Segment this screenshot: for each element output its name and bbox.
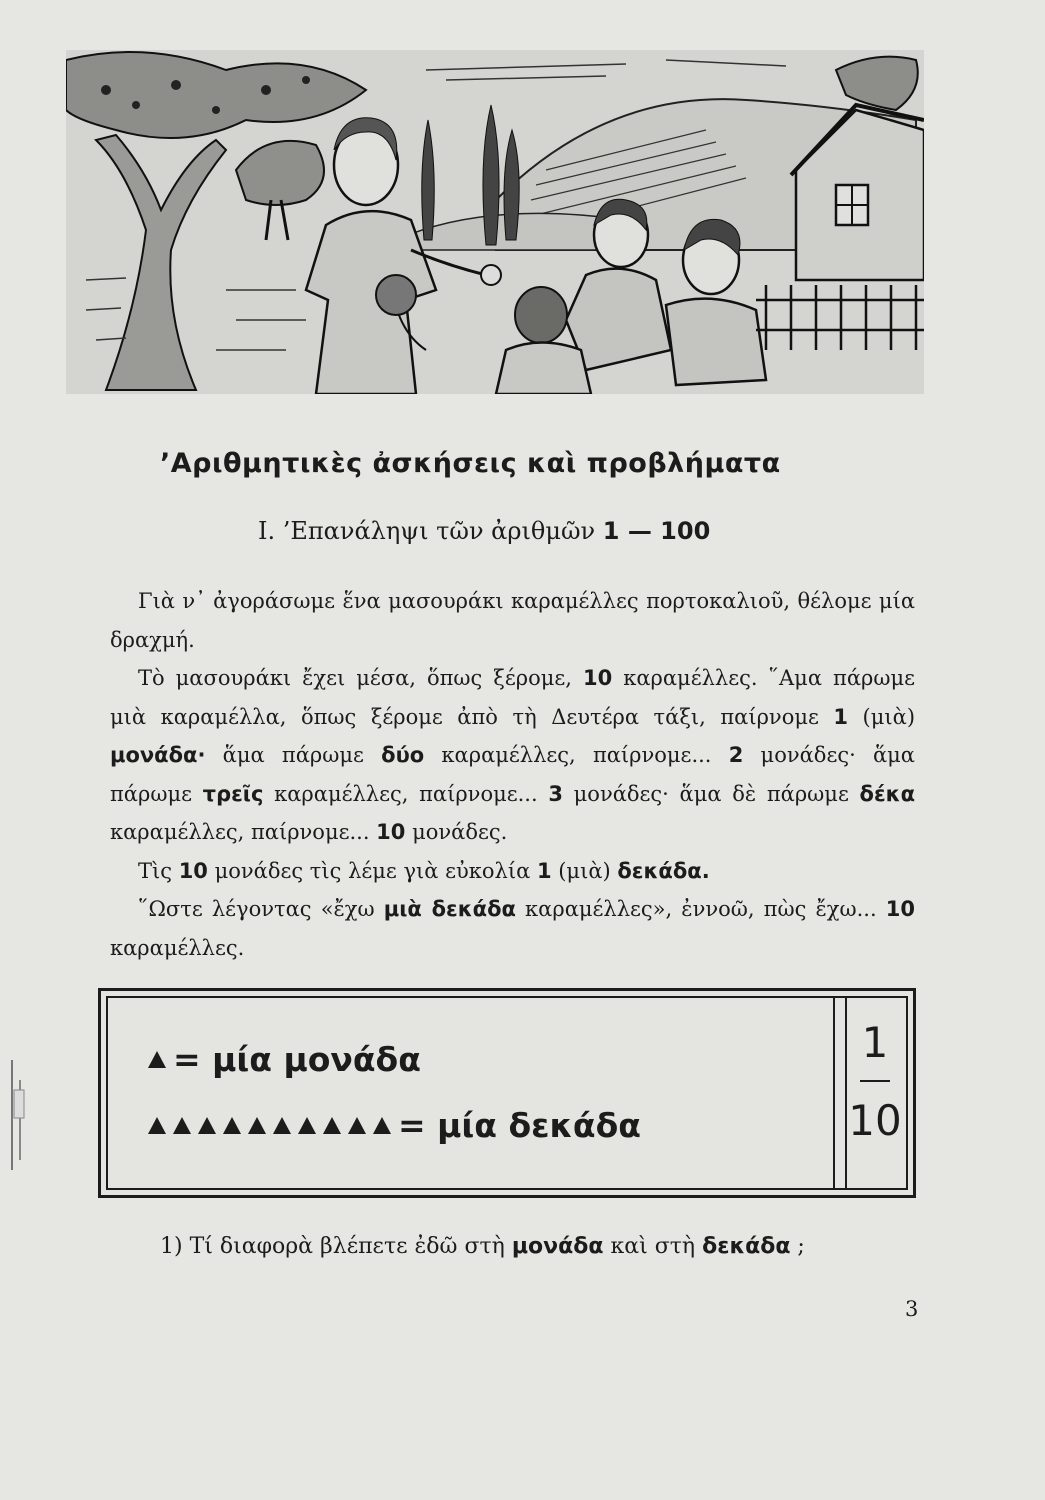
unit-number: 1 (861, 1018, 889, 1067)
triangle-icon (323, 1117, 341, 1134)
illustration-woman-children-landscape (66, 50, 924, 394)
unit-row (148, 1040, 421, 1079)
p2-text-b: καραμέλλες. ῞Αμα πάρωμε μιὰ καραμέλλα, ὅπως ξέρομε ἀπὸ τὴ Δευτέρα τάξι, παίρνομε (110, 666, 915, 729)
ten-label: = μία δεκάδα (398, 1106, 641, 1145)
binding-staple-icon (8, 1060, 26, 1170)
p3-num-1: 1 (536, 858, 552, 883)
unit-ten-box (98, 988, 916, 1198)
triangle-icon (148, 1117, 166, 1134)
paragraph-2 (110, 659, 915, 852)
p2-num-10b: 10 (376, 820, 406, 844)
number-rule (860, 1080, 890, 1082)
question-word-dekada: δεκάδα (702, 1234, 791, 1259)
triangle-icon (148, 1051, 166, 1068)
triangle-icon (273, 1117, 291, 1134)
ten-row (148, 1106, 641, 1145)
triangle-icon (298, 1117, 316, 1134)
p2-text-j: μονάδες. (405, 820, 508, 844)
p2-text-g: καραμέλλες, παίρνομε... (263, 781, 549, 806)
paragraph-3 (110, 852, 915, 891)
p2-word-monada: μονάδα· (110, 743, 206, 767)
triangle-icon (373, 1117, 391, 1134)
p2-text-a: Τὸ μασουράκι ἔχει μέσα, ὅπως ξέρομε, (138, 666, 583, 690)
triangle-icon (223, 1117, 241, 1134)
p2-text-f: μονάδες· ἅμα πάρωμε (110, 743, 915, 806)
question-text-a: 1) Τί διαφορὰ βλέπετε ἐδῶ στὴ (160, 1234, 512, 1259)
triangle-icon (348, 1117, 366, 1134)
triangle-icon (173, 1117, 191, 1134)
unit-ten-box-inner (106, 996, 908, 1190)
paragraph-4 (110, 890, 915, 967)
p4-text-a: ῞Ωστε λέγοντας «ἔχω (138, 897, 384, 921)
p4-word-mia-dekada: μιὰ δεκάδα (383, 897, 516, 921)
question-text-b: καὶ στὴ (603, 1234, 703, 1259)
body-text (110, 582, 915, 967)
page-title: ’Αριθμητικὲς ἀσκήσεις καὶ προβλήματα (160, 448, 781, 479)
p2-text-i: καραμέλλες, παίρνομε... (110, 820, 377, 844)
paragraph-1: Γιὰ ν᾿ ἀγοράσωμε ἕνα μασουράκι καραμέλλες πορτοκαλιοῦ, θέλομε μία δραχμή. (110, 589, 915, 652)
triangle-icon (248, 1117, 266, 1134)
p2-num-3: 3 (548, 781, 563, 806)
p4-text-c: καραμέλλες. (110, 935, 245, 960)
section-subtitle (258, 517, 710, 545)
p3-text-a: Τὶς (138, 858, 179, 883)
illustration (66, 50, 924, 394)
p2-text-c: (μιὰ) (848, 704, 916, 729)
p3-text-c: (μιὰ) (551, 858, 618, 883)
p2-word-treis: τρεῖς (202, 781, 264, 806)
p3-word-dekada: δεκάδα. (617, 858, 710, 883)
question-word-monada: μονάδα (511, 1234, 604, 1259)
p2-text-d: ἅμα πάρωμε (205, 743, 382, 767)
unit-label: = μία μονάδα (173, 1040, 421, 1079)
p2-word-deka: δέκα (859, 781, 915, 806)
subtitle-text: Ι. ’Επανάληψι τῶν ἀριθμῶν (258, 517, 596, 545)
p3-num-10: 10 (178, 858, 208, 883)
subtitle-range: 1 — 100 (602, 517, 711, 545)
question-1 (160, 1234, 805, 1259)
p2-num-10: 10 (582, 666, 613, 690)
triangle-icon (198, 1117, 216, 1134)
p3-text-b: μονάδες τὶς λέμε γιὰ εὐκολία (207, 858, 537, 883)
p2-num-1: 1 (833, 704, 849, 729)
p4-text-b: καραμέλλες», ἐννοῶ, πὼς ἔχω... (515, 897, 886, 921)
page-number: 3 (905, 1297, 919, 1321)
p2-text-h: μονάδες· ἅμα δὲ πάρωμε (562, 781, 860, 806)
p4-num-10: 10 (885, 897, 915, 921)
p2-num-2: 2 (728, 743, 744, 767)
question-text-c: ; (790, 1234, 805, 1259)
p2-word-duo: δύο (381, 743, 425, 767)
ten-number: 10 (848, 1096, 902, 1145)
p2-text-e: καραμέλλες, παίρνομε... (424, 743, 729, 767)
